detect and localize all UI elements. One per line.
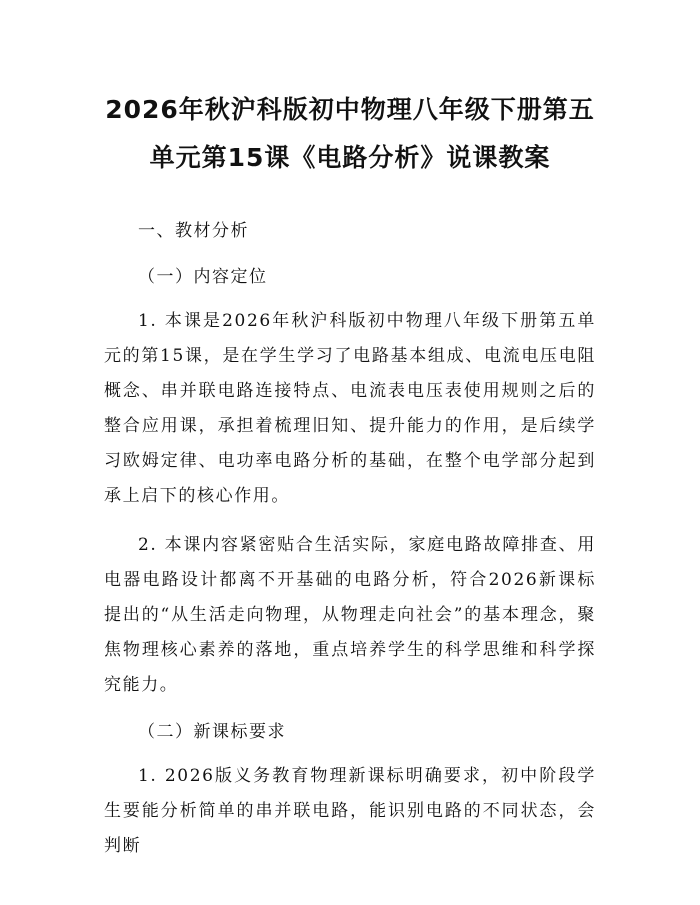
subsection-heading-curriculum-requirements: （二）新课标要求: [138, 722, 286, 742]
paragraph-content-position-1: 1. 本课是2026年秋沪科版初中物理八年级下册第五单元的第15课，是在学生学习了电路基本组成、电流电压电阻概念、串并联电路连接特点、电流表电压表使用规则之后的整合应用课，承担着梳理旧知、提升能力的作用，是后续学习欧姆定律、电功率电路分析的基础，在整个电学部分起到承上启下的核心作用。: [104, 311, 596, 506]
section-heading-textbook-analysis: 一、教材分析: [138, 221, 249, 241]
paragraph-curriculum-requirements-1: 1. 2026版义务教育物理新课标明确要求，初中阶段学生要能分析简单的串并联电路，能识别电路的不同状态，会判断: [104, 766, 596, 856]
subsection-heading-content-position: （一）内容定位: [138, 267, 268, 287]
paragraph-content-position-2: 2. 本课内容紧密贴合生活实际，家庭电路故障排查、用电器电路设计都离不开基础的电路分析，符合2026新课标提出的“从生活走向物理，从物理走向社会”的基本理念，聚焦物理核心素养的落地，重点培养学生的科学思维和科学探究能力。: [104, 535, 596, 695]
document-title: 2026年秋沪科版初中物理八年级下册第五单元第15课《电路分析》说课教案: [105, 95, 595, 172]
